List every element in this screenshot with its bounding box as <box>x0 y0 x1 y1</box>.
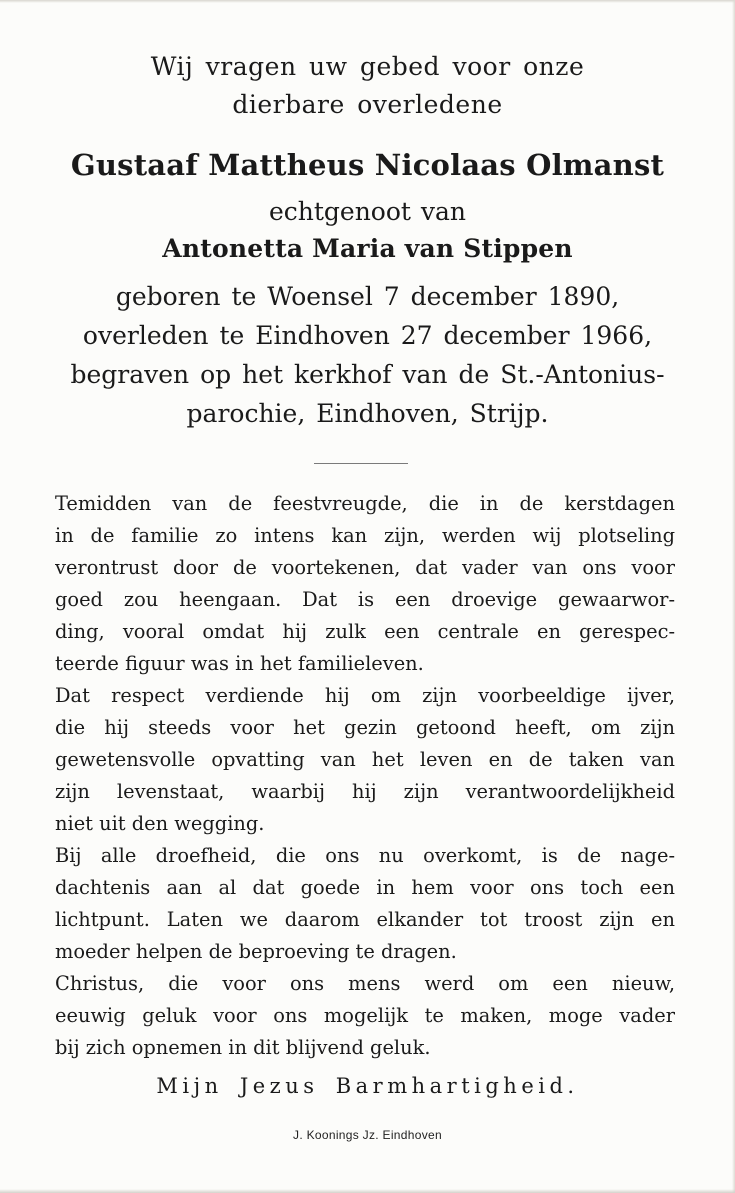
burial-line: begraven op het kerkhof van de St.-Antonius- <box>70 360 665 389</box>
intro-line-2: dierbare overledene <box>232 90 503 119</box>
birth-line: geboren te Woensel 7 december 1890, <box>115 282 620 311</box>
closing-prayer: Mijn Jezus Barmhartigheid. <box>156 1074 579 1098</box>
intro-line-1: Wij vragen uw gebed voor onze <box>150 52 585 81</box>
paragraph-line: Bij alle droefheid, die ons nu overkomt, is de nage- <box>55 844 675 867</box>
divider-rule <box>314 463 408 464</box>
paragraph-line: ding, vooral omdat hij zulk een centrale en gerespec- <box>55 620 675 643</box>
paragraph-line: in de familie zo intens kan zijn, werden wij plotseling <box>55 524 675 547</box>
paragraph-1 <box>55 488 675 680</box>
paragraph-line: eeuwig geluk voor ons mogelijk te maken, moge vader <box>55 1004 675 1027</box>
deceased-name: Gustaaf Mattheus Nicolaas Olmanst <box>70 148 665 182</box>
paragraph-line: Temidden van de feestvreugde, die in de kerstdagen <box>55 492 675 515</box>
relation-text: echtgenoot van <box>268 197 467 226</box>
paragraph-line: teerde figuur was in het familieleven. <box>55 652 424 675</box>
spouse-name: Antonetta Maria van Stippen <box>162 234 573 263</box>
paragraph-line: lichtpunt. Laten we daarom elkander tot troost zijn en <box>55 908 675 931</box>
card-edge-top <box>0 0 735 3</box>
paragraph-line: bij zich opnemen in dit blijvend geluk. <box>55 1036 431 1059</box>
paragraph-line: die hij steeds voor het gezin getoond heeft, om zijn <box>55 716 675 739</box>
paragraph-line: Dat respect verdiende hij om zijn voorbeeldige ijver, <box>55 684 675 707</box>
paragraph-3 <box>55 840 675 968</box>
paragraph-4 <box>55 968 675 1064</box>
printer-credit: J. Koonings Jz. Eindhoven <box>293 1128 442 1142</box>
paragraph-2 <box>55 680 675 840</box>
paragraph-line: goed zou heengaan. Dat is een droevige gewaarwor- <box>55 588 675 611</box>
card-edge-bottom <box>0 1189 735 1193</box>
paragraph-line: niet uit den wegging. <box>55 812 265 835</box>
paragraph-line: gewetensvolle opvatting van het leven en de taken van <box>55 748 675 771</box>
paragraph-line: Christus, die voor ons mens werd om een nieuw, <box>55 972 675 995</box>
paragraph-line: zijn levenstaat, waarbij hij zijn verantwoordelijkheid <box>55 780 675 803</box>
paragraph-line: moeder helpen de beproeving te dragen. <box>55 940 457 963</box>
parish-line: parochie, Eindhoven, Strijp. <box>186 399 549 428</box>
death-line: overleden te Eindhoven 27 december 1966, <box>82 321 653 350</box>
paragraph-line: dachtenis aan al dat goede in hem voor ons toch een <box>55 876 675 899</box>
paragraph-line: verontrust door de voortekenen, dat vader van ons voor <box>55 556 675 579</box>
